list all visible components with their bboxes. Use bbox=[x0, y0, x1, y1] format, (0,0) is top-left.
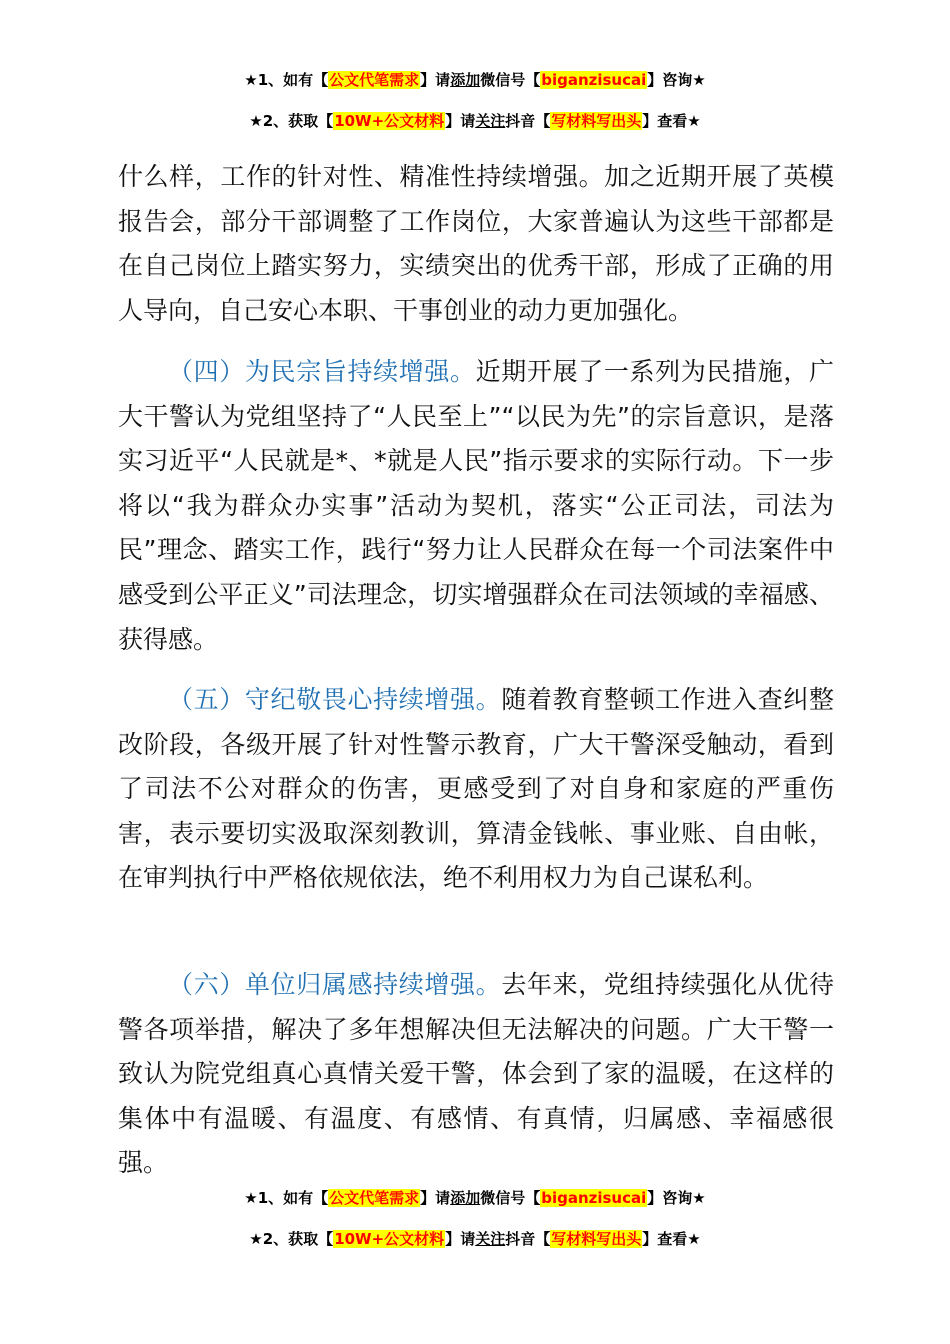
ad-text: 抖音【 bbox=[505, 1230, 551, 1248]
paragraph bbox=[118, 963, 834, 1186]
ad-text: ★2、获取【 bbox=[249, 1230, 334, 1248]
ad-highlight: 公文代笔需求 bbox=[329, 71, 420, 89]
ad-text: 微信号【 bbox=[480, 1189, 541, 1207]
section-heading: （四）为民宗旨持续增强。 bbox=[168, 357, 476, 386]
ad-text: 微信号【 bbox=[480, 71, 541, 89]
paragraph bbox=[118, 350, 834, 662]
body-paragraph-4 bbox=[118, 350, 834, 662]
footer-ad-line-2 bbox=[0, 1228, 950, 1250]
ad-highlight: 写材料写出头 bbox=[551, 1230, 642, 1248]
body-paragraph-continuation bbox=[118, 155, 834, 333]
ad-underline: 关注 bbox=[475, 1230, 506, 1248]
paragraph-text: 去年来，党组持续强化从优待警各项举措，解决了多年想解决但无法解决的问题。广大干警一致认为院党组真心真情关爱干警，体会到了家的温暖，在这样的集体中有温暖、有温度、有感情、有真情，归属感、幸福感很强。 bbox=[118, 970, 834, 1178]
section-heading: （五）守纪敬畏心持续增强。 bbox=[168, 685, 502, 714]
body-paragraph-5 bbox=[118, 678, 834, 901]
ad-highlight: 写材料写出头 bbox=[551, 112, 642, 130]
paragraph bbox=[118, 678, 834, 901]
ad-highlight: 10W+公文材料 bbox=[334, 1230, 445, 1248]
ad-text: 】请 bbox=[445, 1230, 476, 1248]
ad-underline: 添加 bbox=[450, 1189, 481, 1207]
ad-underline: 关注 bbox=[475, 112, 506, 130]
ad-text: 】咨询★ bbox=[647, 71, 706, 89]
ad-highlight: biganzisucai bbox=[541, 71, 647, 89]
ad-text: 】咨询★ bbox=[647, 1189, 706, 1207]
ad-highlight: 公文代笔需求 bbox=[329, 1189, 420, 1207]
ad-underline: 添加 bbox=[450, 71, 481, 89]
ad-highlight: biganzisucai bbox=[541, 1189, 647, 1207]
ad-text: 】查看★ bbox=[642, 1230, 701, 1248]
footer-ad-line-1 bbox=[0, 1187, 950, 1209]
body-paragraph-6 bbox=[118, 963, 834, 1186]
paragraph-text: 什么样，工作的针对性、精准性持续增强。加之近期开展了英模报告会，部分干部调整了工作岗位，大家普遍认为这些干部都是在自己岗位上踏实努力，实绩突出的优秀干部，形成了正确的用人导向，自己安心本职、干事创业的动力更加强化。 bbox=[118, 162, 834, 325]
paragraph-text: 近期开展了一系列为民措施，广大干警认为党组坚持了“人民至上”“以民为先”的宗旨意识，是落实习近平“人民就是*、*就是人民”指示要求的实际行动。下一步将以“我为群众办实事”活动为契机，落实“公正司法，司法为民”理念、踏实工作，践行“努力让人民群众在每一个司法案件中感受到公平正义”司法理念，切实增强群众在司法领域的幸福感、获得感。 bbox=[118, 357, 834, 654]
ad-text: 】查看★ bbox=[642, 112, 701, 130]
ad-text: 】请 bbox=[445, 112, 476, 130]
ad-text: 抖音【 bbox=[505, 112, 551, 130]
ad-text: ★1、如有【 bbox=[244, 1189, 329, 1207]
header-ad-line-2 bbox=[0, 110, 950, 132]
section-heading: （六）单位归属感持续增强。 bbox=[168, 970, 502, 999]
header-ad-line-1 bbox=[0, 69, 950, 91]
ad-text: ★1、如有【 bbox=[244, 71, 329, 89]
ad-text: 】请 bbox=[420, 1189, 451, 1207]
ad-text: ★2、获取【 bbox=[249, 112, 334, 130]
paragraph-text: 随着教育整顿工作进入查纠整改阶段，各级开展了针对性警示教育，广大干警深受触动，看到了司法不公对群众的伤害，更感受到了对自身和家庭的严重伤害，表示要切实汲取深刻教训，算清金钱帐、事业账、自由帐，在审判执行中严格依规依法，绝不利用权力为自己谋私利。 bbox=[118, 685, 834, 893]
ad-highlight: 10W+公文材料 bbox=[334, 112, 445, 130]
ad-text: 】请 bbox=[420, 71, 451, 89]
